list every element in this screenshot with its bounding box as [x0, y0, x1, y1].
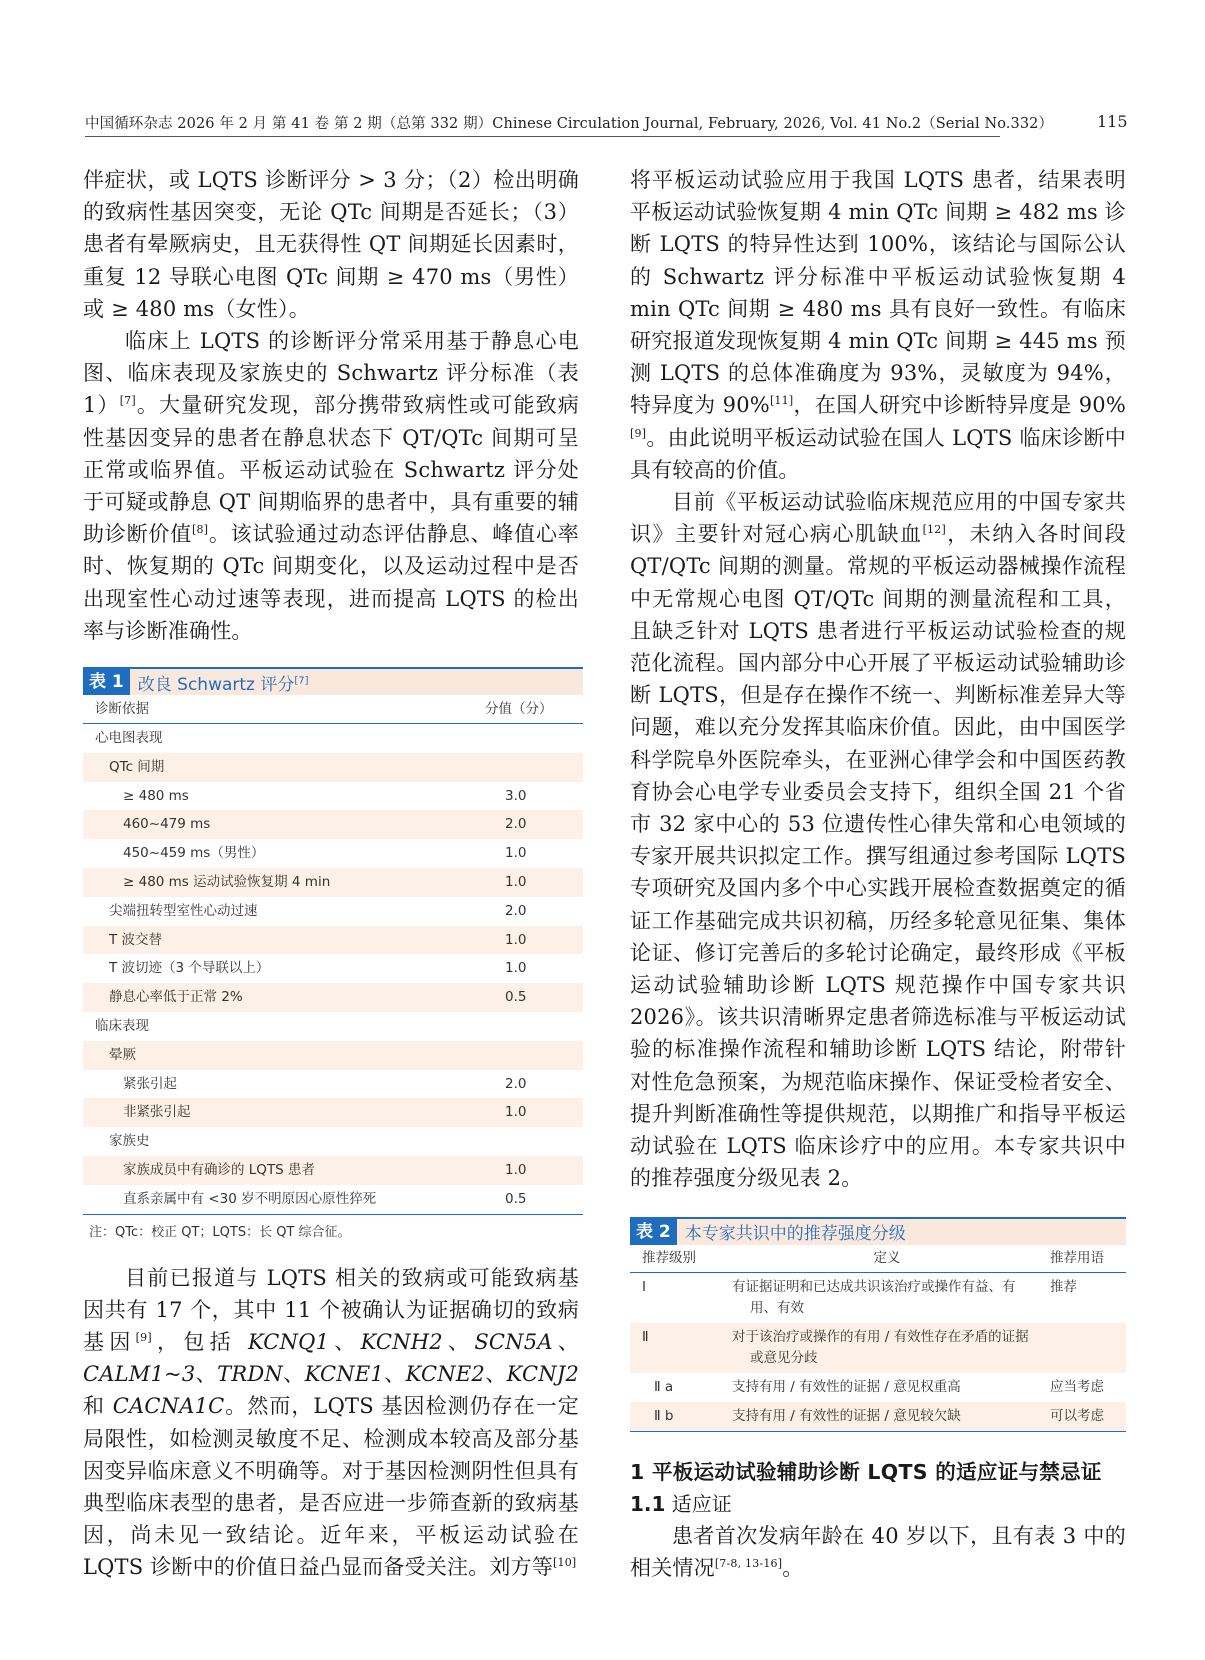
cell-definition	[720, 1327, 1050, 1369]
cell-criteria: 460~479 ms	[123, 816, 211, 833]
table-row	[83, 1185, 583, 1214]
table-row	[83, 1127, 583, 1156]
cell-score: 1.0	[505, 1162, 527, 1178]
table-1	[83, 667, 583, 1240]
table-row	[630, 1402, 1126, 1431]
cell-level: Ⅰ	[642, 1278, 646, 1295]
cell-score	[505, 753, 583, 782]
cell-score: 0.5	[505, 1190, 527, 1207]
table-row	[630, 1373, 1126, 1402]
cell-score	[505, 1041, 583, 1070]
gene-name: CALM1~3	[83, 1362, 196, 1387]
gene-name: KCNQ1	[247, 1330, 330, 1354]
cell-criteria: T 波交替	[109, 931, 163, 948]
left-paragraph-3: 目前已报道与 LQTS 相关的致病或可能致病基因共有 17 个，其中 11 个被确认为证据确切的致病基因[9]，包括 KCNQ1、KCNH2、SCN5A、CALM1~3、TRDN、KCNE1、KCNE2、KCNJ2 和 CACNA1C。然而，LQTS 基因检测仍存在一定局限性，如检测灵敏度不足、检测成本较高及部分基因变异临床意义不明确等。对于基因检测阴性但具有典型临床表型的患者，是否应进一步筛查新的致病基因，尚未见一致结论。近年来，平板运动试验在 LQTS 诊断中的价值日益凸显而备受关注。刘方等[10]	[83, 1265, 580, 1580]
gene-name: KCNH2	[360, 1330, 443, 1354]
cell-score: 1.0	[505, 1104, 527, 1121]
cell-criteria: ≥ 480 ms 运动试验恢复期 4 min	[123, 874, 331, 891]
definition-line-2: 或意见分歧	[750, 1349, 818, 1366]
cell-score: 1.0	[505, 960, 527, 977]
citation: [10]	[553, 1556, 577, 1570]
cell-definition	[720, 1406, 1050, 1427]
page-number: 115	[1097, 112, 1128, 131]
citation: [9]	[135, 1331, 152, 1344]
table-row	[83, 1070, 583, 1099]
table-2-bottom-rule	[630, 1431, 1126, 1432]
table-row	[83, 1098, 583, 1127]
table-2-body	[630, 1273, 1126, 1431]
cell-level: Ⅱ b	[654, 1407, 674, 1424]
section-1-1-heading: 1.1 适应证	[630, 1491, 732, 1516]
table-row	[630, 1273, 1126, 1323]
citation: [12]	[922, 523, 946, 537]
column-header-criteria: 诊断依据	[95, 701, 149, 718]
citation: [7-8, 13-16]	[714, 1556, 783, 1570]
cell-criteria: 静息心率低于正常 2%	[109, 989, 243, 1006]
cell-criteria: 非紧张引起	[123, 1104, 191, 1121]
section-1-heading: 1 平板运动试验辅助诊断 LQTS 的适应证与禁忌证	[630, 1459, 1102, 1484]
citation: [8]	[192, 523, 209, 537]
right-paragraph-3: 患者首次发病年龄在 40 岁以下，且有表 3 中的相关情况[7-8, 13-16]。	[630, 1523, 1126, 1580]
table-1-header	[83, 695, 583, 724]
gene-name: TRDN	[217, 1362, 283, 1387]
table-1-note: 注：QTc：校正 QT；LQTS：长 QT 综合征。	[89, 1224, 351, 1240]
cell-score	[505, 1127, 583, 1156]
table-row	[83, 782, 583, 811]
table-row	[83, 1041, 583, 1070]
table-row	[83, 1156, 583, 1185]
cell-criteria: QTc 间期	[109, 758, 165, 775]
table-row	[83, 1012, 583, 1041]
table-2-caption	[630, 1217, 1126, 1245]
table-row	[83, 868, 583, 897]
cell-definition	[720, 1277, 1050, 1319]
cell-score	[505, 1012, 583, 1041]
citation: [9]	[630, 426, 647, 440]
right-paragraph-2: 目前《平板运动试验临床规范应用的中国专家共识》主要针对冠心病心肌缺血[12]，未纳入各时间段 QT/QTc 间期的测量。常规的平板运动器械操作流程中无常规心电图 QT/QTc 间期的测量流程和工具，且缺乏针对 LQTS 患者进行平板运动试验检查的规范化流程。国内部分中心开展了平板运动试验辅助诊断 LQTS，但是存在操作不统一、判断标准差异大等问题，难以充分发挥其临床价值。因此，由中国医学科学院阜外医院牵头，在亚洲心律学会和中国医药教育协会心电学专业委员会支持下，组织全国 21 个省市 32 家中心的 53 位遗传性心律失常和心电领域的专家开展共识拟定工作。撰写组通过参考国际 LQTS 专项研究及国内多个中心实践开展检查数据奠定的循证工作基础完成共识初稿，历经多轮意见征集、集体论证、修订完善后的多轮讨论确定，最终形成《平板运动试验辅助诊断 LQTS 规范操作中国专家共识 2026》。该共识清晰界定患者筛选标准与平板运动试验的标准操作流程和辅助诊断 LQTS 结论，附带针对性危急预案，为规范临床操作、保证受检者安全、提升判断准确性等提供规范，以期推广和指导平板运动试验在 LQTS 临床诊疗中的应用。本专家共识中的推荐强度分级见表 2。	[630, 490, 1126, 1191]
table-1-label: 表 1	[83, 669, 130, 695]
cell-score: 1.0	[505, 931, 527, 948]
table-row	[83, 926, 583, 955]
cell-term: 应当考虑	[1050, 1378, 1104, 1395]
left-column	[83, 164, 579, 1584]
cell-criteria: 晕厥	[109, 1046, 136, 1063]
cell-score: 0.5	[505, 989, 527, 1006]
gene-name: KCNE1	[304, 1362, 384, 1387]
cell-criteria: 450~459 ms（男性）	[123, 845, 265, 862]
gene-list: KCNQ1、KCNH2、SCN5A、CALM1~3、TRDN、KCNE1、KCNE2、KCNJ2 和 CACNA1C	[83, 1330, 580, 1419]
table-2-label: 表 2	[630, 1219, 677, 1245]
left-paragraph-1: 伴症状，或 LQTS 诊断评分 > 3 分；（2）检出明确的致病性基因突变，无论 QTc 间期是否延长；（3）患者有晕厥病史，且无获得性 QT 间期延长因素时，重复 12 导联心电图 QTc 间期 ≥ 470 ms（男性）或 ≥ 480 ms（女性）。	[83, 168, 579, 321]
definition-line-1: 支持有用 / 有效性的证据 / 意见权重高	[732, 1378, 961, 1395]
cell-score: 2.0	[505, 1075, 527, 1092]
cell-term	[1050, 1327, 1126, 1369]
cell-definition	[720, 1377, 1050, 1398]
cell-score: 3.0	[505, 787, 527, 804]
cell-score: 1.0	[505, 845, 527, 862]
column-header-score: 分值（分）	[485, 701, 553, 718]
cell-criteria: 家族成员中有确诊的 LQTS 患者	[123, 1162, 316, 1178]
table-row	[83, 753, 583, 782]
table-row	[83, 954, 583, 983]
definition-line-1: 对于该治疗或操作的有用 / 有效性存在矛盾的证据	[732, 1328, 1029, 1345]
cell-term: 推荐	[1050, 1278, 1077, 1295]
cell-criteria: 临床表现	[95, 1018, 149, 1035]
definition-line-2: 用、有效	[750, 1299, 804, 1316]
table-row	[83, 983, 583, 1012]
left-paragraph-2: 临床上 LQTS 的诊断评分常采用基于静息心电图、临床表现及家族史的 Schwartz 评分标准（表 1）[7]。大量研究发现，部分携带致病性或可能致病性基因变异的患者在静息状态下 QT/QTc 间期可呈正常或临界值。平板运动试验在 Schwartz 评分处于可疑或静息 QT 间期临界的患者中，具有重要的辅助诊断价值[8]。该试验通过动态评估静息、峰值心率时、恢复期的 QTc 间期变化，以及运动过程中是否出现室性心动过速等表现，进而提高 LQTS 的检出率与诊断准确性。	[83, 329, 580, 643]
table-2	[630, 1217, 1126, 1432]
cell-level: Ⅱ a	[654, 1378, 674, 1395]
cell-term: 可以考虑	[1050, 1407, 1104, 1424]
citation: [7]	[119, 394, 136, 408]
table-row	[83, 724, 583, 753]
right-column	[630, 164, 1126, 1584]
right-paragraph-1: 将平板运动试验应用于我国 LQTS 患者，结果表明平板运动试验恢复期 4 min QTc 间期 ≥ 482 ms 诊断 LQTS 的特异性达到 100%，该结论与国际公认的 Schwartz 评分标准中平板运动试验恢复期 4 min QTc 间期 ≥ 480 ms 具有良好一致性。有临床研究报道发现恢复期 4 min QTc 间期 ≥ 445 ms 预测 LQTS 的总体准确度为 93%，灵敏度为 94%，特异度为 90%[11]，在国人研究中诊断特异度是 90%[9]。由此说明平板运动试验在国人 LQTS 临床诊断中具有较高的价值。	[630, 168, 1127, 482]
header-rule	[85, 136, 1000, 137]
cell-criteria: 直系亲属中有 <30 岁不明原因心原性猝死	[123, 1190, 377, 1207]
table-2-header	[630, 1245, 1126, 1273]
cell-criteria: T 波切迹（3 个导联以上）	[109, 960, 270, 977]
table-1-title: 改良 Schwartz 评分[7]	[137, 674, 309, 695]
cell-score: 2.0	[505, 902, 527, 919]
table-row	[83, 897, 583, 926]
table-2-title: 本专家共识中的推荐强度分级	[684, 1224, 906, 1244]
table-row	[630, 1323, 1126, 1373]
cell-level: Ⅱ	[642, 1328, 649, 1345]
cell-criteria: 尖端扭转型室性心动过速	[109, 902, 258, 919]
cell-score	[505, 724, 583, 753]
running-header: 中国循环杂志 2026 年 2 月 第 41 卷 第 2 期（总第 332 期）Chinese Circulation Journal, February, 2026, Vol. 41 No.2（Serial No.332）	[85, 116, 1054, 132]
gene-name: SCN5A	[474, 1330, 553, 1354]
cell-criteria: 紧张引起	[123, 1075, 177, 1092]
column-header-level: 推荐级别	[642, 1249, 696, 1266]
table-1-body	[83, 724, 583, 1214]
gene-name: KCNJ2	[506, 1362, 580, 1387]
gene-name: CACNA1C	[112, 1394, 225, 1419]
cell-criteria: 家族史	[109, 1133, 150, 1150]
cell-criteria: 心电图表现	[95, 730, 163, 747]
cell-criteria: ≥ 480 ms	[123, 787, 189, 804]
gene-name: KCNE2	[405, 1362, 485, 1387]
definition-line-1: 支持有用 / 有效性的证据 / 意见较欠缺	[732, 1407, 961, 1424]
table-row	[83, 839, 583, 868]
cell-score: 1.0	[505, 874, 527, 891]
table-row	[83, 810, 583, 839]
column-header-term: 推荐用语	[1050, 1249, 1104, 1266]
table-1-caption	[83, 667, 583, 695]
column-header-definition: 定义	[873, 1249, 901, 1266]
citation: [11]	[769, 394, 794, 408]
definition-line-1: 有证据证明和已达成共识该治疗或操作有益、有	[732, 1278, 1016, 1295]
cell-score: 2.0	[505, 816, 527, 833]
